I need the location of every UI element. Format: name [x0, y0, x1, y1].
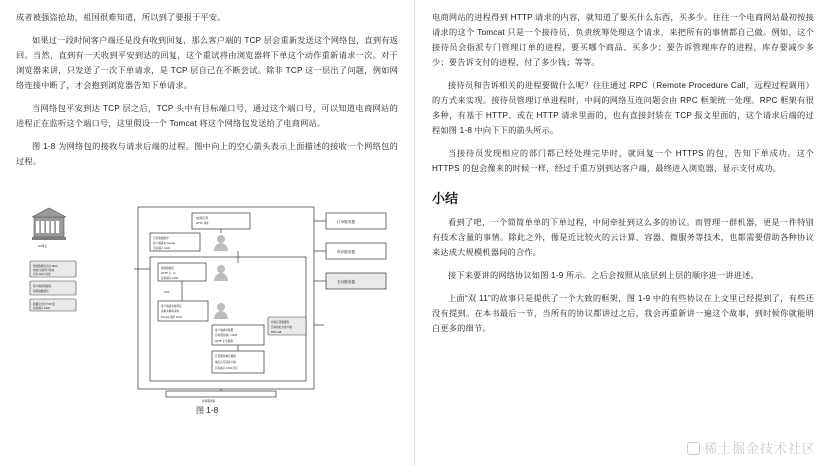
paragraph: 当网络包平安到达 TCP 层之后，TCP 头中有目标端口号，通过这个端口号，可以知道电商网站的进程正在监听这个端口号，这里假设一个 Tomcat 将这个网络包发送给了电商网站。 [16, 104, 398, 128]
svg-text:HTTP 请求: HTTP 请求 [196, 222, 209, 225]
book-icon [687, 442, 700, 455]
svg-text:传真服务器: 传真服务器 [202, 400, 215, 403]
svg-text:客户端请求缓冲区: 客户端请求缓冲区 [161, 305, 182, 308]
ecommerce-app-node [192, 213, 250, 229]
paragraph: 接待员和告诉相关的进程要做什么呢？往往通过 RPC（Remote Procedure Call，远程过程调用）的方式来实现。接待员管理订单进程时，中间的网络互连问题会由 RPC 框架统一处理。RPC 框架有很多种，有基于 HTTP、或在 HTTP 请求里面的，也有直接封装在 TCP 报文里面的，这个请求后端的过程如图 1-8 中向下下的箭头所示。 [432, 81, 814, 135]
svg-text:目标端口 1234: 目标端口 1234 [153, 247, 170, 250]
network-flow-diagram [16, 177, 398, 403]
svg-text:检查端口 1234: 检查端口 1234 [33, 307, 50, 310]
http-packet-node [158, 263, 206, 281]
svg-text:客户端请求数据: 客户端请求数据 [215, 329, 234, 332]
svg-text:目标端口 1234: 目标端口 1234 [161, 277, 178, 280]
svg-text:构造应答数据包: 构造应答数据包 [271, 321, 290, 324]
svg-text:数据包交给 TCP 层: 数据包交给 TCP 层 [33, 303, 56, 306]
figure-1-8 [16, 177, 398, 415]
request-data-node [212, 325, 264, 345]
svg-text:电商应用: 电商应用 [196, 216, 209, 220]
svg-text:网络数据包到达 MAC: 网络数据包到达 MAC [33, 265, 58, 268]
svg-text:目标端口 1234 回写: 目标端口 1234 回写 [215, 367, 238, 370]
inventory-server-label: 库存服务器 [337, 250, 355, 254]
svg-text:网络数据包: 网络数据包 [161, 267, 174, 270]
svg-text:响应头写回客户端: 响应头写回客户端 [215, 361, 236, 364]
payment-server-node[interactable] [326, 273, 386, 289]
response-data-node [212, 351, 264, 373]
paragraph: 成者被强盗抢劫，祖国很难知道，所以到了要报于平安。 [16, 13, 226, 22]
figure-caption: 图 1-8 [195, 406, 219, 415]
ack-label: ACK [164, 291, 170, 294]
svg-text:客户端请求 Tomcat: 客户端请求 Tomcat [153, 242, 176, 245]
svg-text:客户端进程接收: 客户端进程接收 [33, 285, 52, 288]
paragraph: 上面“双 11”的故事只是提供了一个大致的框架，图 1-9 中的有些协议在上文里已经提到了，有些还没有提到。在本书最后一节，当所有的协议都讲过之后，我会再重新讲一遍这个故事，到时候你就能明白更多的细节。 [432, 294, 814, 333]
svg-text:HTTP 头、ip: HTTP 头、ip [161, 272, 176, 275]
request-buffer-node [150, 233, 200, 251]
paragraph: 接下来要讲的网络协议如图 1-9 所示。之后会按照从底层到上层的顺序进一讲进述。 [448, 271, 759, 280]
inventory-server-node[interactable] [326, 243, 386, 259]
paragraph: 当接待员发现相应的部门都已经处理完毕时，就回复一个 HTTPS 的包，告知下单成功。这个 HTTPS 的包会像来的时候一样，经过千重万别到达客户端，最终进入浏览器，显示支付成功。 [432, 149, 814, 173]
svg-text:Tomcat 监听 1234: Tomcat 监听 1234 [161, 316, 182, 319]
lan-building-icon [32, 208, 66, 240]
lan-label: AC网关 [38, 245, 47, 248]
svg-text:地址/交换网卡地址: 地址/交换网卡地址 [33, 269, 55, 272]
order-server-label: 订单服务器 [337, 220, 355, 224]
tomcat-listen-node [158, 301, 208, 321]
svg-text:读取并解析请求: 读取并解析请求 [161, 310, 180, 313]
left-stack-blocks [30, 261, 76, 311]
payment-server-label: 支付服务器 [337, 280, 355, 284]
order-server-node[interactable] [326, 213, 386, 229]
paragraph: 图 1-8 为网络包的接收与请求后端的过程。图中向上的空心箭头表示上面描述的接收一个网络包的过程。 [16, 142, 398, 166]
paragraph: 电商网站的进程得到 HTTP 请求的内容，就知道了要买什么东西，买多少。往往一个电商网站最初按接请求的这个 Tomcat 只是一个接待员，负责统筹处理这个请求，来把所有的事情都自己做。例如，这个接待员会指派专门管理订单的进程，要买哪个商品、买多少；要告诉管理库存的进程，库存要减少多少；要告诉支付的进程，付了多少钱；等等。 [432, 13, 814, 67]
section-heading: 小结 [432, 191, 459, 206]
left-column [0, 0, 414, 465]
svg-text:应用服务响应数据: 应用服务响应数据 [215, 355, 236, 358]
svg-text:HTTP 正文数据: HTTP 正文数据 [215, 340, 233, 343]
paragraph: 如果过一段时间客户端还是没有收到回复，那么客户端的 TCP 层会重新发送这个网络包，直到有返回。当然，直到有一天收到平安到达的回复，这个重试将由浏览器将下单这个动作重新请求一次。对于浏览器来讲，只发送了一次下单请求，是 TCP 层自己在不断尝试。除非 TCP 这一层出了问题，例如网络连接中断了，才会抱到浏览器告知下单请求。 [16, 36, 398, 90]
column-divider [414, 0, 415, 465]
paragraph: 看到了吧，一个简简单单的下单过程，中间牵扯到这么多的协议。而管理一群机器，更是一件特别有技术含量的事情。除此之外，像是近比较火的云计算、容器、微服务等技术，也都需要借助各种协议来达成大规模机器间的合作。 [432, 218, 814, 257]
svg-text:目标地址为客户端: 目标地址为客户端 [271, 326, 292, 329]
watermark [687, 438, 816, 457]
svg-text:RPC call: RPC call [271, 331, 282, 334]
watermark-text: 稀土掘金技术社区 [703, 441, 816, 456]
right-column [416, 0, 830, 465]
nic-bar [166, 391, 276, 403]
svg-text:目标 MAC 地址: 目标 MAC 地址 [33, 273, 51, 276]
svg-text:到网络数据包: 到网络数据包 [33, 290, 49, 293]
svg-text:目标数据缓冲: 目标数据缓冲 [153, 237, 169, 240]
svg-text:目标服务端口 1234: 目标服务端口 1234 [215, 334, 238, 337]
rpc-node [268, 317, 306, 335]
